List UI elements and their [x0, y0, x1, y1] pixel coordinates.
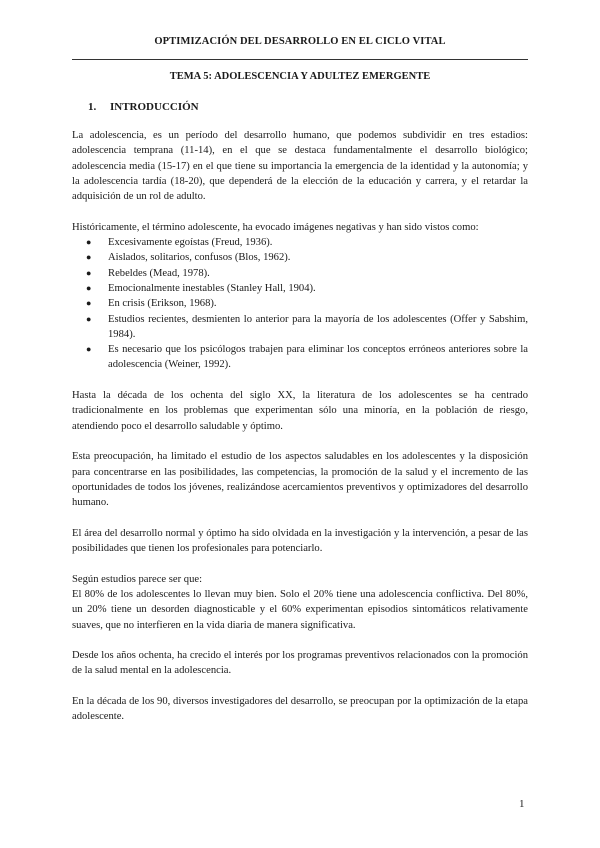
- section-number: 1.: [88, 101, 97, 113]
- list-item: ● Estudios recientes, desmienten lo anterior para la mayoría de los adolescentes (Offer y Sabshim, 1984).: [86, 313, 528, 340]
- body-text: [72, 128, 528, 740]
- bullet-icon: ●: [86, 313, 92, 324]
- bullet-icon: ●: [86, 252, 92, 263]
- bullet-list: [72, 235, 528, 373]
- paragraph-statistics: El 80% de los adolescentes lo llevan muy bien. Solo el 20% tiene una adolescencia conflictiva. Del 80%, un 20% tiene un desorden diagnosticable y el 60% experimentan episodios sintomáticos relativamente suaves, que no interfieren en la vida diaria de manera significativa.: [72, 588, 528, 631]
- section-heading: [88, 101, 199, 113]
- paragraph-intro: La adolescencia, es un período del desarrollo humano, que podemos subdividir en tres estadios: adolescencia temprana (11-14), en el que se destaca fundamentalmente el desarrollo biológico; adolescencia media (15-17) en el que tiene su importancia la emergencia de la identidad y la autonomía; y la adolescencia tardía (18-20), que dependerá de la elección de la educación y carrera, y el retardar la adquisición de un rol de adulto.: [72, 130, 528, 203]
- paragraph-studies-intro: Según estudios parece ser que:: [72, 573, 203, 585]
- list-item: ● Es necesario que los psicólogos trabajen para eliminar los conceptos erróneos anteriores sobre la adolescencia (Weiner, 1992).: [86, 344, 528, 371]
- bullet-icon: ●: [86, 282, 92, 293]
- paragraph-concern: Esta preocupación, ha limitado el estudio de los aspectos saludables en los adolescentes y la disposición para concentrarse en las posibilidades, las competencias, la promoción de la salud y el incremento de las oportunidades de todos los jóvenes, realizándose acercamientos preventivos y optimizadores del desarrollo humano.: [72, 451, 528, 509]
- running-header: OPTIMIZACIÓN DEL DESARROLLO EN EL CICLO VITAL: [154, 36, 446, 47]
- paragraph-prevention: Desde los años ochenta, ha crecido el interés por los programas preventivos relacionados con la promoción de la salud mental en la adolescencia.: [72, 650, 528, 677]
- paragraph-normal-development: El área del desarrollo normal y óptimo ha sido olvidada en la investigación y la intervención, a pesar de las posibilidades que tienen los profesionales para potenciarlo.: [72, 527, 528, 555]
- paragraph-history: Históricamente, el término adolescente, ha evocado imágenes negativas y han sido vistos como:: [72, 221, 479, 233]
- header-rule: [72, 59, 528, 60]
- list-item: ● Aislados, solitarios, confusos (Blos, 1962).: [108, 250, 528, 265]
- bullet-icon: ●: [86, 344, 92, 355]
- topic-title: TEMA 5: ADOLESCENCIA Y ADULTEZ EMERGENTE: [169, 71, 431, 82]
- list-item: ● Emocionalmente inestables (Stanley Hall, 1904).: [108, 281, 528, 296]
- list-item: ● En crisis (Erikson, 1968).: [108, 296, 528, 311]
- paragraph-nineties: En la década de los 90, diversos investigadores del desarrollo, se preocupan por la optimización de la etapa adolescente.: [72, 695, 528, 723]
- bullet-icon: ●: [86, 237, 92, 248]
- bullet-icon: ●: [86, 267, 92, 278]
- list-item: ● Rebeldes (Mead, 1978).: [108, 266, 528, 281]
- paragraph-eighties: Hasta la década de los ochenta del siglo XX, la literatura de los adolescentes se ha centrado tradicionalmente en los problemas que experimentan sólo una minoría, en la población de riesgo, atendiendo poco el desarrollo saludable y óptimo.: [72, 390, 528, 432]
- page-number: 1: [519, 798, 525, 810]
- section-title: INTRODUCCIÓN: [110, 101, 199, 113]
- bullet-icon: ●: [86, 298, 92, 309]
- list-item: ● Excesivamente egoístas (Freud, 1936).: [108, 235, 528, 250]
